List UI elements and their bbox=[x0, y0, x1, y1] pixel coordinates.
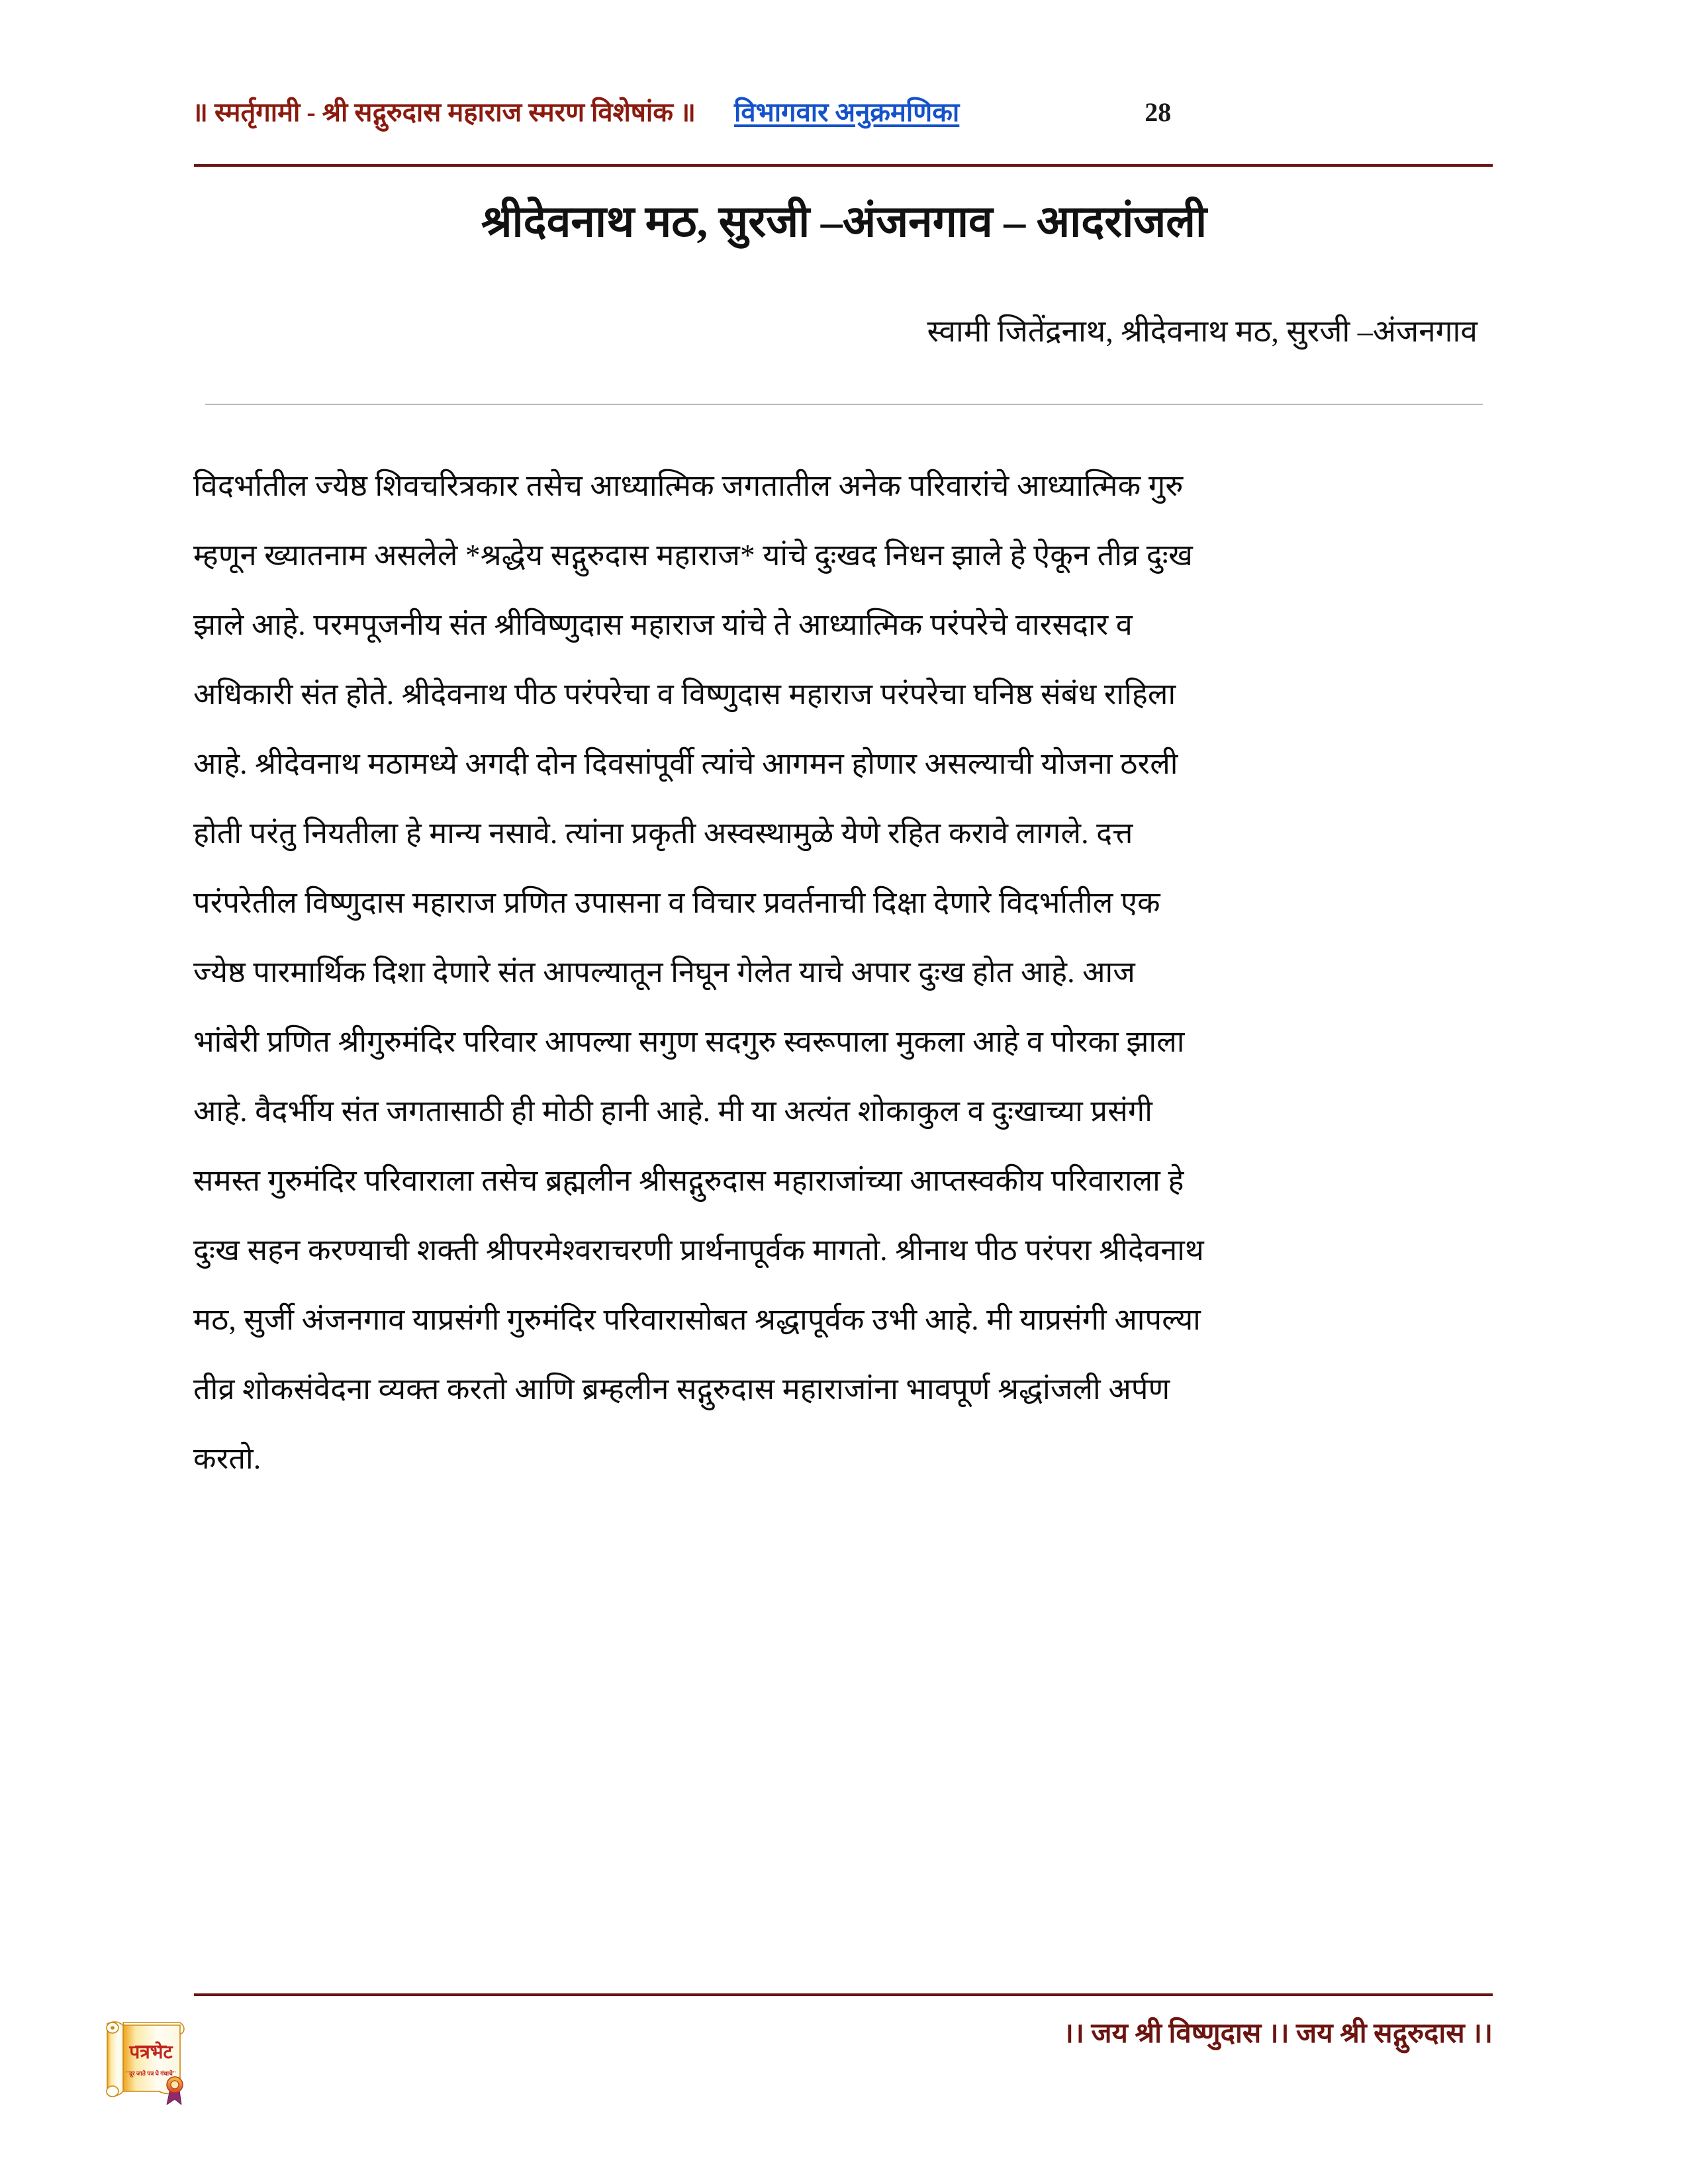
header-divider bbox=[194, 164, 1493, 167]
body-line: झाले आहे. परमपूजनीय संत श्रीविष्णुदास महाराज यांचे ते आध्यात्मिक परंपरेचे वारसदार व bbox=[193, 608, 1133, 641]
logo-tagline: "दूर जाते पत्र घे गंधाचे" bbox=[126, 2070, 176, 2077]
body-line: परंपरेतील विष्णुदास महाराज प्रणित उपासना व विचार प्रवर्तनाची दिक्षा देणारे विदर्भातील एक bbox=[193, 886, 1160, 919]
page-header bbox=[192, 93, 1503, 129]
footer-divider bbox=[194, 1993, 1493, 1996]
body-line: आहे. वैदर्भीय संत जगतासाठी ही मोठी हानी आहे. मी या अत्यंत शोकाकुल व दुःखाच्या प्रसंगी bbox=[193, 1095, 1153, 1128]
body-line: मठ, सुर्जी अंजनगाव याप्रसंगी गुरुमंदिर परिवारासोबत श्रद्धापूर्वक उभी आहे. मी याप्रसंगी आपल्या bbox=[193, 1303, 1201, 1336]
body-line: आहे. श्रीदेवनाथ मठामध्ये अगदी दोन दिवसांपूर्वी त्यांचे आगमन होणार असल्याची योजना ठरली bbox=[193, 747, 1178, 780]
logo-wordmark: पत्रभेट bbox=[129, 2042, 173, 2063]
body-line: होती परंतु नियतीला हे मान्य नसावे. त्यांना प्रकृती अस्वस्थामुळे येणे रहित करावे लागले. दत्त bbox=[193, 817, 1133, 850]
section-index-link[interactable]: विभागवार अनुक्रमणिका bbox=[733, 97, 960, 127]
article-body bbox=[193, 451, 1477, 1494]
body-line: ज्येष्ठ पारमार्थिक दिशा देणारे संत आपल्यातून निघून गेलेत याचे अपार दुःख होत आहे. आज bbox=[193, 956, 1135, 989]
title-divider bbox=[205, 404, 1483, 405]
patrabhet-logo bbox=[93, 2012, 199, 2105]
article-byline: स्वामी जितेंद्रनाथ, श्रीदेवनाथ मठ, सुरजी –अंजनगाव bbox=[927, 314, 1477, 348]
body-line: विदर्भातील ज्येष्ठ शिवचरित्रकार तसेच आध्यात्मिक जगतातील अनेक परिवारांचे आध्यात्मिक गुरु bbox=[193, 469, 1184, 502]
body-line: समस्त गुरुमंदिर परिवाराला तसेच ब्रह्मलीन श्रीसद्गुरुदास महाराजांच्या आप्तस्वकीय परिवाराला हे bbox=[193, 1164, 1184, 1197]
body-line: म्हणून ख्यातनाम असलेले *श्रद्धेय सद्गुरुदास महाराज* यांचे दुःखद निधन झाले हे ऐकून तीव्र दुःख bbox=[193, 539, 1193, 572]
page-number: 28 bbox=[1145, 97, 1172, 127]
article-title: श्रीदेवनाथ मठ, सुरजी –अंजनगाव – आदरांजली bbox=[481, 198, 1207, 246]
scroll-icon bbox=[93, 2012, 199, 2105]
footer-blessing: ।। जय श्री विष्णुदास ।। जय श्री सद्गुरुदास ।। bbox=[1063, 2019, 1493, 2049]
body-line: भांबेरी प्रणित श्रीगुरुमंदिर परिवार आपल्या सगुण सदगुरु स्वरूपाला मुकला आहे व पोरका झाला bbox=[193, 1025, 1185, 1058]
body-line: तीव्र शोकसंवेदना व्यक्त करतो आणि ब्रम्हलीन सद्गुरुदास महाराजांना भावपूर्ण श्रद्धांजली अर्पण bbox=[193, 1373, 1170, 1406]
magazine-title: ॥ स्मर्तृगामी - श्री सद्गुरुदास महाराज स्मरण विशेषांक ॥ bbox=[192, 97, 696, 127]
body-line: अधिकारी संत होते. श्रीदेवनाथ पीठ परंपरेचा व विष्णुदास महाराज परंपरेचा घनिष्ठ संबंध राहिला bbox=[193, 678, 1176, 711]
body-line: करतो. bbox=[193, 1442, 261, 1475]
body-line: दुःख सहन करण्याची शक्ती श्रीपरमेश्वराचरणी प्रार्थनापूर्वक मागतो. श्रीनाथ पीठ परंपरा श्रीदेवनाथ bbox=[193, 1234, 1205, 1267]
